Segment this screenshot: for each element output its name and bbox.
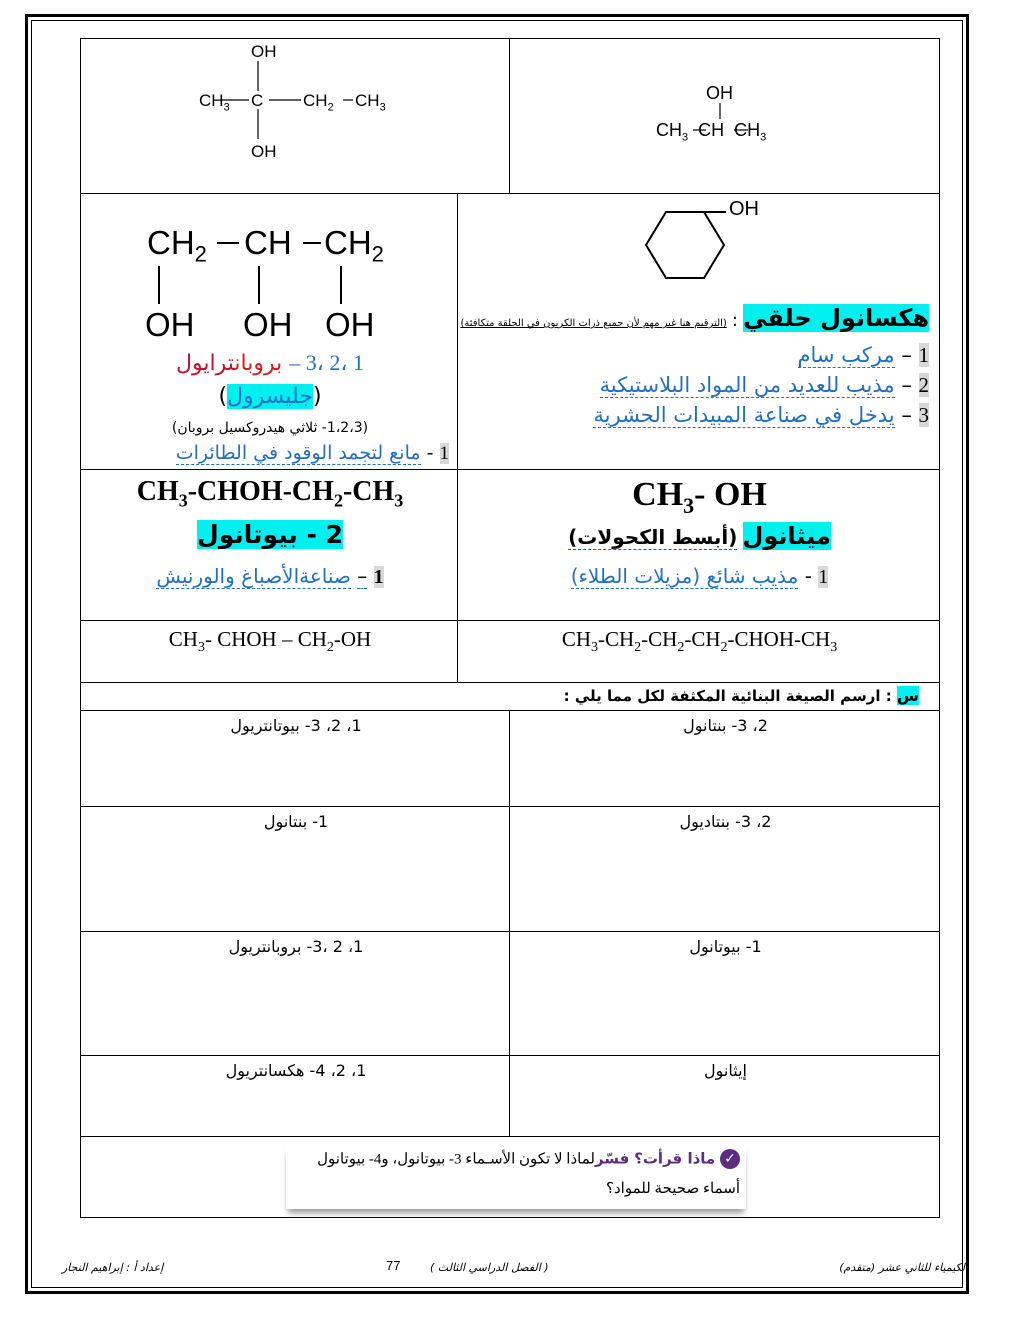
methanol-name: ميثانول: [742, 522, 831, 550]
common-name: جليسرول: [227, 384, 313, 409]
what-read-line1: لماذا لا تكون الأسـماء 3- بيوتانول، و4- بيوتانول: [317, 1151, 595, 1168]
cell-tertiary-alcohol: [80, 38, 510, 194]
c-center-label: C: [251, 91, 264, 110]
oh-2: OH: [243, 306, 293, 343]
question-text: : ارسم الصيغة البنائية المكثفة لكل مما يلي :: [563, 687, 892, 705]
glycerol-common-name: (جليسرول): [218, 384, 322, 409]
grid-cell-2-left: 1- بنتانول: [80, 806, 510, 932]
methanol-name-line: [458, 522, 941, 550]
cyclohexanol-title-line: هكسانول حلقي : (الترقيم هنا غير مهم لأن جميع ذرات الكربون في الحلقة متكافئة): [460, 304, 929, 332]
cyclohexanol-name: هكسانول حلقي: [743, 304, 929, 332]
what-read-title: ماذا قرأت؟: [634, 1149, 716, 1168]
grid-cell-4-right: إيثانول: [509, 1055, 940, 1137]
grid-cell-1-left: 1، 2، 3- بيوتانتريول: [80, 710, 510, 807]
name-part-a: بروبان: [234, 351, 283, 376]
grid-cell-4-left: 1، 2، 4- هكسانتريول: [80, 1055, 510, 1137]
butanol-name: 2 - بيوتانول: [197, 520, 343, 549]
check-icon: ✓: [720, 1149, 740, 1169]
oh-top-label: OH: [251, 42, 277, 61]
methanol-note: (أبسط الكحولات): [568, 525, 738, 549]
tertiary-alcohol-bonds: [81, 39, 511, 195]
cell-2-butanol: [80, 469, 458, 621]
oh-bottom-label: OH: [251, 142, 277, 161]
isopropanol-formula: $CH_3$ CH $CH_3$: [656, 120, 767, 144]
what-read-row: [80, 1136, 940, 1218]
use-item-3: 3 – يدخل في صناعة المبيدات الحشرية: [593, 403, 929, 427]
name-numbers: 1 ،2 ،3 –: [289, 350, 364, 375]
use-item-1: 1 – مركب سام: [797, 343, 929, 367]
grid-cell-3-left: 1، 2 ،3- بروبانتريول: [80, 931, 510, 1056]
what-read-line2: أسماء صحيحة للمواد؟: [606, 1181, 740, 1197]
methanol-use: 1 - مذيب شائع (مزيلات الطلاء): [570, 564, 829, 588]
butanol-formula: $CH_3-CHOH-CH_2-CH_3$: [136, 476, 404, 511]
butanol-name-wrap: [81, 520, 459, 549]
oh-label: OH: [706, 83, 733, 103]
numbering-note: (الترقيم هنا غير مهم لأن جميع ذرات الكربون في الحلقة متكافئة): [460, 318, 727, 329]
glycerol-iupac-name: [81, 350, 459, 376]
grid-cell-2-right: 2، 3- بنتاديول: [509, 806, 940, 932]
grid-cell-3-right: 1- بيوتانول: [509, 931, 940, 1056]
chain-c1: $CH_2$: [147, 224, 207, 267]
ch3-right-label: $CH_3$: [355, 91, 386, 114]
grid-cell-1-right: 2، 3- بنتانول: [509, 710, 940, 807]
what-read-prompt: فسّر: [594, 1149, 630, 1168]
methanol-formula: $CH_3-$ OH: [632, 476, 767, 518]
footer-semester: ( الفصل الدراسي الثالث ): [430, 1261, 549, 1274]
cell-glycerol: [80, 193, 458, 470]
footer-author: إعداد أ : إبراهيم النجار: [62, 1261, 164, 1274]
hexanol-formula: $CH_3-CH_2-CH_2-CH_2-CHOH-CH_3$: [561, 627, 838, 656]
name-part-b: ترايول: [176, 351, 235, 376]
ring-oh-label: OH: [729, 198, 759, 220]
butanol-use: 1 – صناعةالأصباغ والورنيش: [156, 564, 384, 588]
what-read-line-1: [317, 1149, 740, 1169]
cell-cyclohexanol: [457, 193, 940, 470]
propanediol-formula: $CH_3-$ CHOH – $CH_2-OH$: [168, 627, 372, 656]
question-text-line: [564, 686, 919, 705]
cell-isopropanol: [509, 38, 940, 194]
glycerol-use-1: 1 - مانع لتجمد الوقود في الطائرات: [175, 442, 449, 464]
chain-c3: $CH_2$: [324, 224, 384, 267]
ch2-label: $CH_2$: [303, 91, 334, 114]
use-item-2: 2 – مذيب للعديد من المواد البلاستيكية: [599, 373, 929, 397]
chain-c2: CH: [244, 224, 292, 261]
cyclohexanol-uses: [489, 340, 929, 430]
glycerol-alt-name: (1،2،3- ثلاثي هيدروكسيل بروبان): [171, 420, 369, 436]
page-number: 77: [386, 1258, 401, 1273]
cell-propanediol-formula: [80, 620, 458, 683]
question-row: [80, 682, 940, 711]
cell-methanol: [457, 469, 940, 621]
oh-3: OH: [325, 306, 375, 343]
footer-course: الكيمياء للثاني عشر (متقدم): [839, 1261, 968, 1274]
cell-hexanol-formula: [457, 620, 940, 683]
question-label: س: [896, 686, 919, 705]
isopropanol-bonds: [510, 39, 941, 195]
oh-1: OH: [145, 306, 195, 343]
what-read-box: [286, 1145, 746, 1209]
ch3-left-label: $CH_3$: [199, 91, 230, 114]
